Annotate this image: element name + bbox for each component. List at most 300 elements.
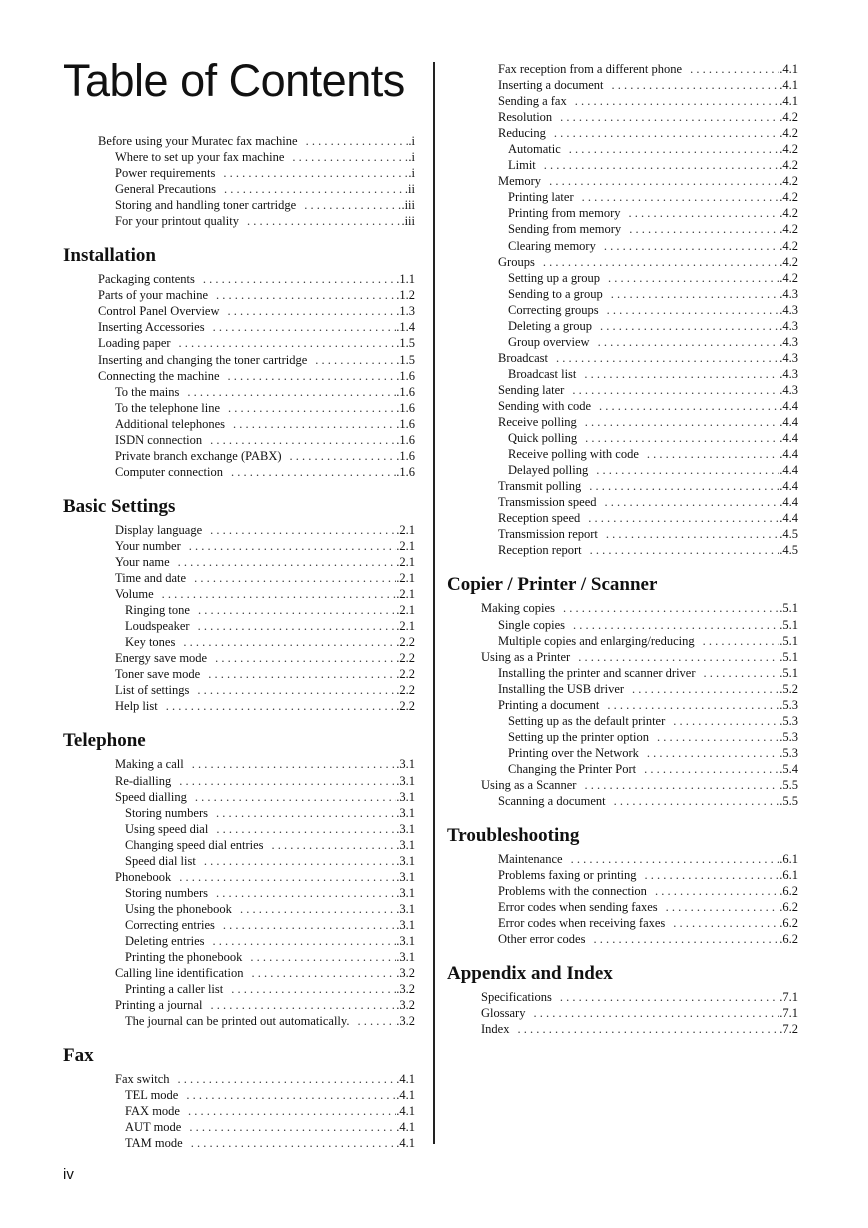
toc-entry-title: Your number (115, 538, 181, 553)
toc-entry-page: .4.2 (779, 174, 798, 189)
dot-leader (216, 805, 396, 821)
toc-entry-page: .3.1 (396, 950, 415, 965)
toc-entry-page: .4.3 (779, 302, 798, 317)
toc-entry (447, 221, 798, 237)
toc-entry-title: TAM mode (125, 1136, 183, 1151)
toc-entry-page: .4.4 (779, 398, 798, 413)
toc-entry-title: Parts of your machine (98, 288, 209, 303)
dot-leader (223, 165, 408, 181)
toc-entry-page: .4.1 (396, 1136, 415, 1151)
toc-entry-title: Speed dialling (115, 789, 187, 804)
toc-entry-page: .4.2 (779, 222, 798, 237)
dot-leader (216, 287, 396, 303)
toc-entry (447, 697, 798, 713)
toc-entry-page: .4.4 (779, 463, 798, 478)
dot-leader (690, 61, 779, 77)
toc-entry-page: .1.5 (396, 352, 415, 367)
dot-leader (186, 1087, 396, 1103)
toc-section-installation (63, 245, 415, 480)
toc-entry-title: Volume (115, 587, 154, 602)
toc-entry-page: .2.1 (396, 619, 415, 634)
dot-leader (571, 851, 780, 867)
toc-entry-title: General Precautions (115, 182, 217, 197)
dot-leader (611, 286, 779, 302)
toc-entry-title: The journal can be printed out automatically. (125, 1014, 350, 1029)
toc-entry-title: Computer connection (115, 464, 223, 479)
dot-leader (596, 462, 779, 478)
toc-entry-page: .i (408, 134, 415, 148)
toc-entry (63, 165, 415, 181)
toc-entry-title: Private branch exchange (PABX) (115, 448, 282, 463)
page-title: Table of Contents (63, 55, 405, 106)
toc-entry-title: Key tones (125, 635, 176, 650)
toc-entry-title: Broadcast list (508, 366, 577, 381)
toc-entry (63, 698, 415, 714)
toc-entry-page: .3.1 (396, 757, 415, 772)
dot-leader (673, 713, 779, 729)
toc-entry (447, 761, 798, 777)
toc-entry-title: Single copies (498, 617, 566, 632)
toc-right-column (447, 61, 798, 1037)
toc-entry (63, 570, 415, 586)
toc-entry-title: Changing the Printer Port (508, 761, 637, 776)
toc-entry-page: .3.1 (396, 853, 415, 868)
dot-leader (187, 384, 396, 400)
toc-entry-title: Sending with code (498, 398, 592, 413)
section-heading: Appendix and Index (447, 963, 613, 985)
dot-leader (614, 793, 780, 809)
dot-leader (178, 1071, 397, 1087)
toc-entry-page: .4.5 (779, 543, 798, 558)
toc-entry (63, 213, 415, 229)
toc-entry-page: .1.6 (396, 432, 415, 447)
toc-entry (63, 271, 415, 287)
toc-entry (63, 352, 415, 368)
dot-leader (166, 698, 397, 714)
toc-entry (447, 350, 798, 366)
toc-entry-title: Installing the USB driver (498, 681, 625, 696)
toc-entry-title: Groups (498, 254, 535, 269)
toc-entry-title: Setting up as the default printer (508, 713, 666, 728)
toc-entry-title: Inserting Accessories (98, 320, 205, 335)
dot-leader (179, 773, 396, 789)
dot-leader (215, 650, 396, 666)
dot-leader (228, 400, 396, 416)
toc-entry (63, 368, 415, 384)
toc-entry-title: Printing a caller list (125, 982, 224, 997)
toc-entry (447, 254, 798, 270)
toc-entry-page: .4.1 (396, 1088, 415, 1103)
dot-leader (572, 382, 779, 398)
toc-entry (447, 318, 798, 334)
toc-entry (63, 837, 415, 853)
dot-leader (228, 368, 397, 384)
toc-entry-page: .2.2 (396, 651, 415, 666)
dot-leader (657, 729, 779, 745)
toc-entry-title: Maintenance (498, 852, 563, 867)
toc-entry-title: Deleting entries (125, 933, 205, 948)
toc-entry (447, 883, 798, 899)
dot-leader (247, 213, 402, 229)
toc-entry-title: Other error codes (498, 932, 586, 947)
toc-entry (63, 464, 415, 480)
dot-leader (250, 949, 396, 965)
toc-entry (447, 681, 798, 697)
toc-entry-page: .5.3 (779, 697, 798, 712)
toc-entry-title: Using the phonebook (125, 901, 232, 916)
toc-entry-page: .4.1 (396, 1072, 415, 1087)
toc-entry-page: .4.5 (779, 527, 798, 542)
toc-entry-page: .5.1 (779, 601, 798, 616)
toc-entry (447, 157, 798, 173)
toc-entry-page: .5.5 (779, 777, 798, 792)
toc-entry-title: Power requirements (115, 166, 216, 181)
toc-entry-title: Setting up a group (508, 270, 601, 285)
toc-entry (447, 382, 798, 398)
dot-leader (183, 634, 396, 650)
toc-entry (447, 526, 798, 542)
toc-entry (63, 981, 415, 997)
toc-entry-page: .4.1 (779, 62, 798, 76)
toc-entry-title: Index (481, 1022, 510, 1037)
dot-leader (216, 821, 396, 837)
toc-entry-title: AUT mode (125, 1120, 182, 1135)
toc-entry (447, 414, 798, 430)
toc-entry-page: .1.3 (396, 304, 415, 319)
toc-entry-page: .3.2 (396, 1014, 415, 1029)
toc-entry (63, 416, 415, 432)
dot-leader (593, 931, 779, 947)
toc-entry-page: .2.1 (396, 554, 415, 569)
toc-entry (63, 287, 415, 303)
section-heading: Copier / Printer / Scanner (447, 574, 658, 596)
toc-entry-page: .3.1 (396, 933, 415, 948)
toc-entry-title: Reception report (498, 543, 582, 558)
toc-entry (447, 665, 798, 681)
toc-section-troubleshooting (447, 825, 798, 947)
toc-entry-title: Transmission speed (498, 495, 597, 510)
dot-leader (703, 633, 780, 649)
toc-entry-title: Fax reception from a different phone (498, 62, 683, 76)
dot-leader (647, 446, 779, 462)
toc-entry (63, 432, 415, 448)
toc-entry (63, 335, 415, 351)
dot-leader (604, 238, 779, 254)
toc-entry-page: .i (408, 150, 415, 165)
toc-entry (63, 197, 415, 213)
dot-leader (608, 270, 779, 286)
toc-entry-page: .4.3 (779, 350, 798, 365)
toc-section-appendix-and-index (447, 963, 798, 1037)
toc-entry-page: .iii (401, 198, 415, 213)
toc-entry-title: Inserting a document (498, 78, 604, 93)
toc-entry-page: .4.4 (779, 431, 798, 446)
dot-leader (560, 989, 779, 1005)
dot-leader (223, 917, 396, 933)
toc-entry-title: Installing the printer and scanner driver (498, 665, 696, 680)
toc-entry-title: Time and date (115, 571, 187, 586)
toc-section-continued (63, 133, 415, 229)
toc-entry-title: Printing the phonebook (125, 950, 243, 965)
toc-entry-title: Packaging contents (98, 272, 195, 287)
toc-entry-page: .6.2 (779, 900, 798, 915)
toc-entry-title: Group overview (508, 334, 590, 349)
toc-entry-page: .4.3 (779, 286, 798, 301)
toc-entry (63, 634, 415, 650)
toc-entry-title: Printing a journal (115, 998, 203, 1013)
toc-entry-title: Reception speed (498, 511, 581, 526)
toc-entry (447, 77, 798, 93)
toc-entry-title: Printing a document (498, 697, 600, 712)
toc-entry-page: .3.1 (396, 789, 415, 804)
toc-entry-page: .4.1 (779, 94, 798, 109)
toc-entry-page: .3.1 (396, 885, 415, 900)
toc-entry-page: .4.3 (779, 366, 798, 381)
dot-leader (198, 618, 397, 634)
toc-entry-title: Sending from memory (508, 222, 622, 237)
dot-leader (315, 352, 396, 368)
dot-leader (589, 478, 779, 494)
toc-entry-page: .5.1 (779, 633, 798, 648)
toc-entry-title: Using as a Printer (481, 649, 571, 664)
toc-entry-page: .4.2 (779, 254, 798, 269)
toc-entry (447, 915, 798, 931)
dot-leader (629, 205, 780, 221)
toc-entry (63, 853, 415, 869)
toc-entry-title: Correcting groups (508, 302, 599, 317)
toc-entry (63, 682, 415, 698)
dot-leader (704, 665, 780, 681)
toc-entry-page: .2.1 (396, 587, 415, 602)
toc-entry (447, 462, 798, 478)
toc-entry-page: .4.3 (779, 334, 798, 349)
toc-entry (63, 602, 415, 618)
dot-leader (231, 464, 396, 480)
dot-leader (673, 915, 779, 931)
toc-entry-page: .4.1 (779, 78, 798, 93)
toc-entry-page: .7.1 (779, 990, 798, 1005)
dot-leader (549, 173, 779, 189)
dot-leader (179, 869, 396, 885)
dot-leader (606, 526, 779, 542)
toc-entry-title: Loading paper (98, 336, 171, 351)
toc-entry (447, 109, 798, 125)
toc-entry (63, 1071, 415, 1087)
toc-entry-title: Deleting a group (508, 318, 593, 333)
dot-leader (644, 761, 779, 777)
toc-entry (63, 522, 415, 538)
toc-entry (63, 400, 415, 416)
toc-entry-title: Specifications (481, 990, 552, 1005)
toc-entry-title: Making a call (115, 757, 184, 772)
toc-entry-title: Reducing (498, 126, 546, 141)
toc-entry-title: Receive polling (498, 415, 577, 430)
toc-entry (63, 1119, 415, 1135)
toc-entry-title: Scanning a document (498, 794, 606, 809)
toc-entry-title: Connecting the machine (98, 368, 220, 383)
dot-leader (533, 1005, 779, 1021)
dot-leader (598, 334, 780, 350)
dot-leader (179, 335, 397, 351)
toc-entry (63, 181, 415, 197)
toc-entry-title: Storing numbers (125, 805, 208, 820)
toc-entry-title: Storing numbers (125, 885, 208, 900)
dot-leader (607, 697, 779, 713)
toc-entry-title: To the mains (115, 384, 180, 399)
dot-leader (584, 777, 779, 793)
toc-section-continued (447, 61, 798, 558)
dot-leader (556, 350, 779, 366)
toc-entry-page: .1.6 (396, 384, 415, 399)
toc-entry (447, 617, 798, 633)
dot-leader (224, 181, 405, 197)
toc-entry-title: Storing and handling toner cartridge (115, 198, 297, 213)
toc-entry-page: .3.1 (396, 837, 415, 852)
section-heading: Basic Settings (63, 495, 176, 517)
toc-entry (447, 931, 798, 947)
dot-leader (208, 666, 396, 682)
dot-leader (554, 125, 779, 141)
toc-entry-page: .1.1 (396, 272, 415, 287)
toc-entry (63, 965, 415, 981)
dot-leader (195, 789, 396, 805)
toc-entry-title: Inserting and changing the toner cartridge (98, 352, 308, 367)
dot-leader (197, 682, 396, 698)
toc-entry-page: .iii (401, 214, 415, 229)
dot-leader (585, 430, 779, 446)
dot-leader (517, 1021, 779, 1037)
dot-leader (357, 1013, 396, 1029)
dot-leader (192, 756, 397, 772)
toc-entry-page: .4.2 (779, 238, 798, 253)
toc-entry (447, 729, 798, 745)
toc-entry (447, 334, 798, 350)
toc-entry (63, 933, 415, 949)
toc-entry-title: Quick polling (508, 431, 578, 446)
toc-entry-title: Making copies (481, 601, 555, 616)
toc-entry (63, 303, 415, 319)
dot-leader (204, 853, 396, 869)
toc-entry-title: Correcting entries (125, 917, 215, 932)
toc-entry-page: .5.2 (779, 681, 798, 696)
toc-entry-page: .5.4 (779, 761, 798, 776)
toc-entry-title: Clearing memory (508, 238, 596, 253)
dot-leader (590, 542, 780, 558)
dot-leader (272, 837, 397, 853)
dot-leader (584, 366, 779, 382)
toc-entry-page: .3.1 (396, 821, 415, 836)
dot-leader (189, 538, 397, 554)
toc-entry-title: Broadcast (498, 350, 548, 365)
toc-entry-page: .5.1 (779, 649, 798, 664)
toc-entry-title: Multiple copies and enlarging/reducing (498, 633, 695, 648)
toc-section-telephone (63, 730, 415, 1029)
toc-entry-title: Loudspeaker (125, 619, 190, 634)
toc-entry (447, 989, 798, 1005)
dot-leader (582, 189, 780, 205)
toc-entry-page: .3.2 (396, 982, 415, 997)
dot-leader (216, 885, 396, 901)
column-divider (433, 62, 435, 1144)
toc-entry (63, 650, 415, 666)
toc-entry-title: Your name (115, 554, 170, 569)
toc-entry (447, 1021, 798, 1037)
toc-entry-page: .6.1 (779, 868, 798, 883)
toc-entry-page: .5.1 (779, 665, 798, 680)
toc-section-fax (63, 1045, 415, 1151)
dot-leader (578, 649, 779, 665)
toc-entry (447, 398, 798, 414)
toc-entry-title: Additional telephones (115, 416, 226, 431)
toc-entry-page: .4.4 (779, 447, 798, 462)
toc-entry-page: .ii (404, 182, 415, 197)
dot-leader (575, 93, 780, 109)
toc-entry-page: .2.2 (396, 699, 415, 714)
toc-entry-title: Sending to a group (508, 286, 603, 301)
toc-entry (447, 238, 798, 254)
toc-entry-page: .6.2 (779, 932, 798, 947)
section-heading: Installation (63, 245, 156, 267)
toc-entry-title: Energy save mode (115, 651, 208, 666)
toc-entry (63, 997, 415, 1013)
toc-entry-page: .4.2 (779, 270, 798, 285)
toc-entry-title: Limit (508, 158, 536, 173)
toc-entry-title: Before using your Muratec fax machine (98, 134, 298, 148)
toc-entry-title: Receive polling with code (508, 447, 639, 462)
toc-entry-title: Error codes when sending faxes (498, 900, 658, 915)
dot-leader (304, 197, 401, 213)
toc-entry-page: .4.2 (779, 126, 798, 141)
toc-entry (63, 949, 415, 965)
toc-entry (63, 1135, 415, 1151)
toc-entry-page: .1.6 (396, 416, 415, 431)
toc-entry-page: .5.5 (779, 794, 798, 809)
toc-entry-title: To the telephone line (115, 400, 220, 415)
toc-entry (447, 173, 798, 189)
toc-entry (63, 538, 415, 554)
toc-left-column (63, 133, 415, 1151)
toc-entry-title: Glossary (481, 1006, 526, 1021)
toc-entry-page: .4.4 (779, 495, 798, 510)
toc-entry (447, 270, 798, 286)
toc-entry (63, 869, 415, 885)
dot-leader (251, 965, 396, 981)
toc-entry (63, 789, 415, 805)
toc-entry-title: Display language (115, 522, 203, 537)
toc-entry-title: ISDN connection (115, 432, 203, 447)
toc-entry (447, 713, 798, 729)
toc-entry (447, 125, 798, 141)
toc-entry-page: .4.3 (779, 382, 798, 397)
toc-entry (63, 805, 415, 821)
toc-entry-title: Problems with the connection (498, 884, 647, 899)
toc-entry-title: For your printout quality (115, 214, 239, 229)
toc-entry-title: Using speed dial (125, 821, 209, 836)
toc-entry-page: .5.1 (779, 617, 798, 632)
dot-leader (605, 494, 780, 510)
toc-entry-page: .1.6 (396, 400, 415, 415)
toc-entry-title: Help list (115, 699, 158, 714)
dot-leader (612, 77, 780, 93)
toc-entry (447, 366, 798, 382)
toc-entry-page: .4.2 (779, 190, 798, 205)
toc-entry-page: .1.6 (396, 464, 415, 479)
toc-entry (63, 149, 415, 165)
toc-entry (63, 319, 415, 335)
dot-leader (198, 602, 396, 618)
toc-entry (447, 899, 798, 915)
toc-entry-page: .6.1 (779, 852, 798, 867)
